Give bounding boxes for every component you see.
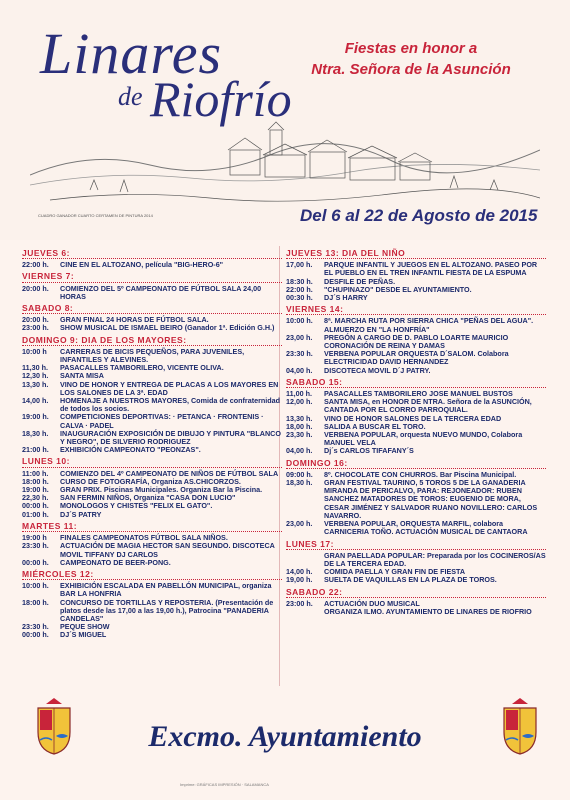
event-time: 12,00 h. [286, 397, 313, 407]
event-row [22, 413, 282, 429]
event-time: 22,30 h. [22, 493, 49, 503]
event-description: EXHIBICIÓN CAMPEONATO "PEONZAS". [60, 445, 201, 455]
event-row [286, 261, 546, 277]
event-time: 12,30 h. [22, 371, 49, 381]
event-row [22, 559, 282, 567]
day-heading: LUNES 17: [286, 540, 546, 550]
event-description: GRAN FESTIVAL TAURINO, 5 TOROS 5 DE LA GANADERIA MIRANDA DE PERICALVO, PARA: REJONEADOR: RUBEN SANCHEZ MATADORES DE TOROS: EUGENIO DE MORA, CESAR JIMÉNEZ Y SALVADOR RUANO NOVILLERO: CARLOS NAVARRO. [324, 478, 538, 520]
title-de: de [118, 82, 143, 111]
event-time: 23:30 h. [286, 349, 313, 359]
event-description: EXHIBICIÓN ESCALADA EN PABELLÓN MUNICIPAL, organiza BAR LA HONFRIA [60, 581, 272, 599]
event-row [22, 631, 282, 639]
event-time: 10:00 h. [22, 581, 49, 591]
event-description: ACTUACIÓN DUO MUSICAL [324, 598, 420, 608]
day-heading: DOMINGO 9: DIA DE LOS MAYORES: [22, 336, 282, 346]
event-description: ORGANIZA ILMO. AYUNTAMIENTO DE LINARES DE RIOFRIO [324, 606, 532, 616]
event-time: 10:00 h. [286, 316, 313, 326]
event-time: 19:00 h. [22, 485, 49, 495]
event-row [22, 261, 282, 269]
event-description: GRAN FINAL 24 HORAS DE FÚTBOL SALA. [60, 315, 209, 325]
program-column-right [286, 246, 546, 616]
event-time: 19:00 h. [22, 412, 49, 422]
event-time: 20:00 h. [22, 283, 49, 293]
town-crest-left [32, 696, 76, 756]
event-row [22, 599, 282, 624]
event-time: 23,00 h. [286, 332, 313, 342]
day-heading: SABADO 15: [286, 378, 546, 388]
event-time: 01:00 h. [22, 509, 49, 519]
event-description: INAUGURACIÓN EXPOSICIÓN DE DIBUJO Y PINTURA "BLANCO Y NEGRO", DE SILVERIO RODRIGUEZ [60, 428, 281, 447]
event-description: SUELTA DE VAQUILLAS EN LA PLAZA DE TOROS. [324, 575, 497, 585]
event-description: GRAN PRIX. Piscinas Municipales. Organiza Bar la Piscina. [60, 485, 263, 495]
event-description: COMIENZO DEL 5º CAMPEONATO DE FÚTBOL SALA 24,00 HORAS [60, 283, 262, 301]
event-row [286, 334, 546, 350]
event-description: COMIENZO DEL 4º CAMPEONATO DE NIÑOS DE FÚTBOL SALA [60, 468, 279, 478]
event-time: 22:00 h. [22, 260, 49, 270]
event-time [286, 608, 324, 616]
event-time: 13,30 h. [286, 413, 313, 423]
event-description: VINO DE HONOR SALONES DE LA TERCERA EDAD [324, 413, 502, 423]
event-description: 8ª. MARCHA RUTA POR SIERRA CHICA "PEÑAS DEL AGUA". ALMUERZO EN "LA HONFRÍA" [324, 316, 534, 334]
event-row [286, 479, 546, 520]
program-column-left [22, 246, 282, 640]
event-time: 00:00 h. [22, 630, 49, 640]
event-description: PASACALLES TAMBORILERO, VICENTE OLIVA. [60, 363, 224, 373]
event-description: DJ´S HARRY [324, 293, 368, 303]
event-time: 18,30 h. [286, 478, 313, 488]
event-description: VERBENA POPULAR ORQUESTA D´SALOM. Colabora ELECTRICIDAD DAVID HERNANDEZ [324, 349, 509, 367]
fiestas-line1: Fiestas en honor a [344, 40, 478, 57]
event-description: COMIDA PAELLA Y GRAN FIN DE FIESTA [324, 567, 466, 577]
event-time: 09:00 h. [286, 469, 313, 479]
day-heading: JUEVES 6: [22, 249, 282, 259]
event-description: PASACALLES TAMBORILERO JOSE MANUEL BUSTOS [324, 389, 513, 399]
event-row [286, 447, 546, 455]
event-time [286, 552, 324, 568]
fiestas-line2: Ntra. Señora de la Asunción [311, 61, 511, 78]
day-heading: JUEVES 13: DIA DEL NIÑO [286, 249, 546, 259]
event-description: SHOW MUSICAL DE ISMAEL BEIRO (Ganador 1ª. Edición G.H.) [60, 323, 275, 333]
event-time: 23,00 h. [286, 519, 313, 529]
event-row [286, 398, 546, 414]
event-row [22, 397, 282, 413]
event-description: SANTA MISA [60, 371, 104, 381]
event-time: 18:30 h. [286, 276, 313, 286]
event-description: "CHUPINAZO" DESDE EL AYUNTAMIENTO. [324, 284, 472, 294]
event-time: 11,30 h. [22, 363, 48, 373]
event-row [22, 542, 282, 558]
event-description: VERBENA POPULAR, orquesta NUEVO MUNDO, Colabora MANUEL VELA [324, 430, 523, 448]
painting-caption: CUADRO GANADOR CUARTO CERTAMEN DE PINTURA 2014 [38, 213, 153, 218]
event-time: 21:00 h. [22, 445, 49, 455]
event-time: 00:30 h. [286, 293, 313, 303]
event-time: 22:00 h. [286, 284, 313, 294]
event-time: 14,00 h. [286, 567, 313, 577]
event-time: 18:00 h. [22, 476, 49, 486]
event-description: CAMPEONATO DE BEER-PONG. [60, 557, 171, 567]
event-time: 23,30 h. [286, 430, 313, 440]
event-time: 17,00 h. [286, 260, 313, 270]
village-sketch-illustration [30, 120, 540, 210]
event-time: 11,00 h. [286, 389, 312, 399]
event-time: 20:00 h. [22, 315, 49, 325]
event-time: 23:30 h. [22, 622, 49, 632]
event-row [22, 285, 282, 301]
event-time: 19:00 h [22, 533, 47, 543]
event-row [22, 511, 282, 519]
event-description: COMPETICIONES DEPORTIVAS: · PETANCA · FRONTENIS · CALVA · PADEL [60, 412, 264, 430]
day-heading: SABADO 8: [22, 304, 282, 314]
fiestas-subtitle [286, 38, 536, 80]
title-riofrio: Riofrío [150, 71, 292, 127]
event-description: PREGÓN A CARGO DE D. PABLO LOARTE MAURICIO CORONACIÓN DE REINA Y DAMAS [324, 332, 509, 351]
event-row [286, 350, 546, 366]
event-row [286, 367, 546, 375]
event-row [286, 431, 546, 447]
event-row [22, 430, 282, 446]
event-time: 23:00 h. [22, 323, 49, 333]
day-heading: VIERNES 14: [286, 305, 546, 315]
footer-title: Excmo. Ayuntamiento [148, 720, 422, 753]
event-time: 11:00 h. [22, 468, 49, 478]
event-time: 00:00 h. [22, 557, 49, 567]
event-description: DJ´S PATRY [60, 509, 102, 519]
day-heading: VIERNES 7: [22, 272, 282, 282]
event-description: DESFILE DE PEÑAS. [324, 276, 396, 286]
event-description: GRAN PAELLADA POPULAR: Preparada por los COCINEROS/AS DE LA TERCERA EDAD. [324, 550, 546, 568]
event-row [22, 348, 282, 364]
event-description: SALIDA A BUSCAR EL TORO. [324, 421, 426, 431]
event-row [22, 582, 282, 598]
event-row [286, 576, 546, 584]
event-description: 8º. CHOCOLATE CON CHURROS. Bar Piscina Municipal. [324, 469, 517, 479]
event-row [286, 294, 546, 302]
event-time: 13,30 h. [22, 379, 49, 389]
event-description: DJ´S MIGUEL [60, 630, 107, 640]
event-description: PARQUE INFANTIL Y JUEGOS EN EL ALTOZANO. PASEO POR EL PUEBLO EN EL TREN INFANTIL FIESTA DE LA ESPUMA [324, 260, 538, 278]
event-description: DISCOTECA MOVIL D´J PATRY. [324, 365, 431, 375]
event-time: 18:00 h. [22, 597, 49, 607]
day-heading: MARTES 11: [22, 522, 282, 532]
event-row [286, 552, 546, 568]
event-description: SANTA MISA, en HONOR DE NTRA. Señora de la ASUNCIÓN, CANTADA POR EL CORRO PARROQUIAL. [324, 397, 532, 415]
event-description: FINALES CAMPEONATOS FÚTBOL SALA NIÑOS. [60, 533, 228, 543]
event-description: ACTUACIÓN DE MAGIA HECTOR SAN SEGUNDO. DISCOTECA MOVIL TIFFANY DJ CARLOS [60, 541, 275, 559]
header [0, 0, 570, 240]
event-time: 23:00 h. [286, 598, 313, 608]
festival-dates: Del 6 al 22 de Agosto de 2015 [300, 206, 538, 225]
event-description: MONOLOGOS Y CHISTES "FELIX EL GATO". [60, 501, 213, 511]
event-row [22, 324, 282, 332]
day-heading: SABADO 22: [286, 588, 546, 598]
event-description: SAN FERMIN NIÑOS, Organiza "CASA DON LUCIO" [60, 493, 236, 503]
event-row [286, 317, 546, 333]
event-description: PEQUE SHOW [60, 622, 110, 632]
event-time: 10:00 h [22, 346, 47, 356]
printer-credit: Imprime: GRÁFICAS IMPRESIÓN · SALAMANCA [180, 782, 269, 787]
event-row [286, 608, 546, 616]
day-heading: DOMINGO 16: [286, 459, 546, 469]
day-heading: MIÉRCOLES 12: [22, 570, 282, 580]
title-linares: Linares [40, 21, 223, 86]
event-time: 19,00 h. [286, 575, 313, 585]
event-row [286, 520, 546, 536]
event-time: 14,00 h. [22, 396, 49, 406]
event-description: CURSO DE FOTOGRAFÍA, Organiza AS.CHICORZOS. [60, 476, 241, 486]
event-description: CONCURSO DE TORTILLAS Y REPOSTERIA. (Presentación de platos desde las 17,00 a las 19,00 h.), Patrocina "PANADERIA CANDELAS" [60, 597, 274, 623]
event-time: 18,00 h. [286, 421, 313, 431]
event-row [22, 446, 282, 454]
day-heading: LUNES 10: [22, 457, 282, 467]
town-crest-right [498, 696, 542, 756]
event-time: 04,00 h. [286, 365, 313, 375]
event-row [22, 381, 282, 397]
event-time: 23:30 h. [22, 541, 49, 551]
event-description: CINE EN EL ALTOZANO, película "BIG-HERO-6" [60, 260, 224, 270]
event-description: HOMENAJE A NUESTROS MAYORES, Comida de confraternidad de todos los socios. [60, 396, 281, 414]
event-description: VERBENA POPULAR, ORQUESTA MARFIL, colabora CARNICERIA TOÑO. ACTUACIÓN MUSICAL DE CANTAORA [324, 519, 528, 537]
event-time: 18,30 h. [22, 428, 49, 438]
event-description: VINO DE HONOR Y ENTREGA DE PLACAS A LOS MAYORES EN LOS SALONES DE LA 3ª. EDAD [60, 379, 279, 397]
event-description: Dj´s CARLOS TIFAFANY´S [324, 446, 414, 456]
event-time: 04,00 h. [286, 446, 313, 456]
event-description: CARRERAS DE BICIS PEQUEÑOS, PARA JUVENILES, INFANTILES Y ALEVINES. [60, 346, 245, 365]
event-time: 00:00 h. [22, 501, 49, 511]
